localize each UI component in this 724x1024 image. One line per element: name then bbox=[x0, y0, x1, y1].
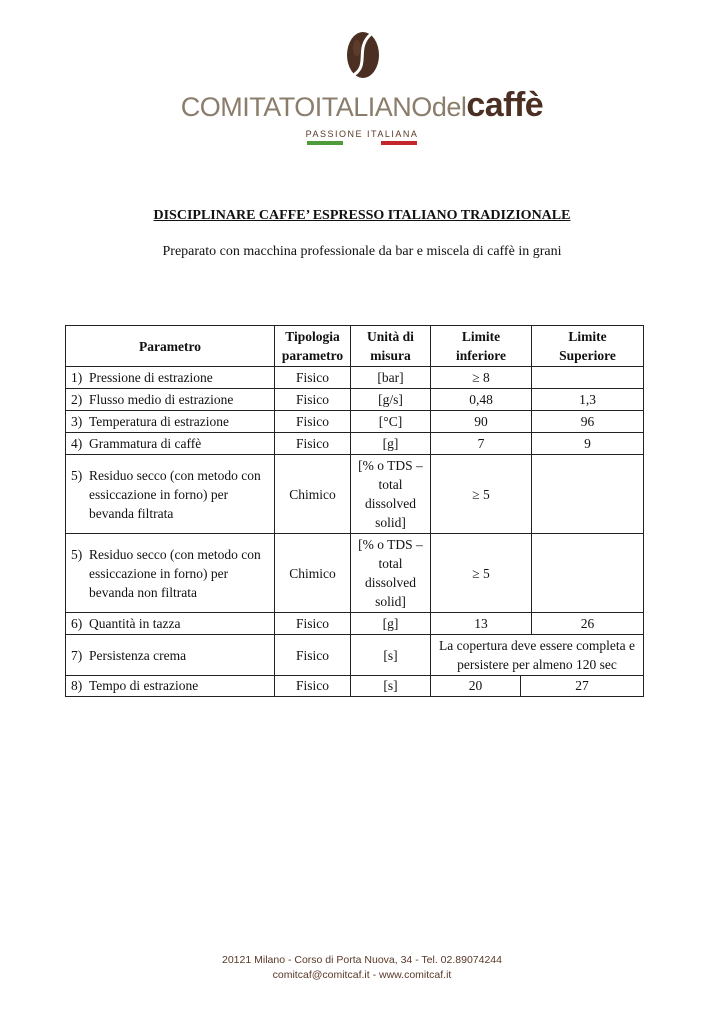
cell-unit: [s] bbox=[351, 635, 431, 676]
brand-name-caffe: caffè bbox=[466, 86, 544, 124]
cell-min: 90 bbox=[431, 411, 532, 433]
cell-max bbox=[532, 534, 644, 613]
cell-type: Fisico bbox=[275, 411, 351, 433]
footer-contacts: comitcaf@comitcaf.it - www.comitcaf.it bbox=[272, 969, 452, 981]
cell-parameter: 3) Temperatura di estrazione bbox=[66, 411, 275, 433]
cell-unit: [g/s] bbox=[351, 389, 431, 411]
table-row bbox=[66, 367, 644, 389]
header-limite-superiore: Limite Superiore bbox=[532, 326, 644, 367]
cell-unit: [g] bbox=[351, 433, 431, 455]
cell-min: 20 bbox=[431, 675, 521, 697]
cell-parameter: 6) Quantità in tazza bbox=[66, 613, 275, 635]
espresso-specification-table bbox=[65, 325, 644, 676]
cell-type: Fisico bbox=[275, 613, 351, 635]
cell-parameter: 1) Pressione di estrazione bbox=[66, 367, 275, 389]
brand-name-main: COMITATOITALIANO bbox=[180, 92, 432, 122]
cell-min: 13 bbox=[431, 613, 532, 635]
cell-type: Fisico bbox=[275, 389, 351, 411]
cell-type: Fisico bbox=[275, 367, 351, 389]
cell-type: Fisico bbox=[275, 433, 351, 455]
cell-parameter: 4) Grammatura di caffè bbox=[66, 433, 275, 455]
cell-max: 96 bbox=[532, 411, 644, 433]
espresso-specification-table-last-row bbox=[65, 675, 644, 697]
header-limite-inferiore: Limite inferiore bbox=[431, 326, 532, 367]
table-header-row bbox=[66, 326, 644, 367]
table-row bbox=[66, 613, 644, 635]
cell-unit: [% o TDS – total dissolved solid] bbox=[351, 534, 431, 613]
cell-type: Chimico bbox=[275, 534, 351, 613]
document-subtitle: Preparato con macchina professionale da bar e miscela di caffè in grani bbox=[162, 244, 562, 259]
cell-max: 9 bbox=[532, 433, 644, 455]
cell-max: 27 bbox=[521, 675, 644, 697]
table-row bbox=[66, 455, 644, 534]
header-tipologia: Tipologia parametro bbox=[275, 326, 351, 367]
cell-max: 26 bbox=[532, 613, 644, 635]
coffee-bean-logo-icon bbox=[343, 28, 383, 80]
cell-unit: [% o TDS – total dissolved solid] bbox=[351, 455, 431, 534]
cell-max: 1,3 bbox=[532, 389, 644, 411]
cell-type: Chimico bbox=[275, 455, 351, 534]
table-row bbox=[66, 675, 644, 697]
flag-stripe-green bbox=[307, 141, 343, 145]
cell-min: 0,48 bbox=[431, 389, 532, 411]
table-row bbox=[66, 433, 644, 455]
cell-parameter: 5) Residuo secco (con metodo con essiccazione in forno) per bevanda filtrata bbox=[66, 455, 275, 534]
cell-parameter: 5) Residuo secco (con metodo con essiccazione in forno) per bevanda non filtrata bbox=[66, 534, 275, 613]
header-unita: Unità di misura bbox=[351, 326, 431, 367]
cell-parameter: 8) Tempo di estrazione bbox=[66, 675, 275, 697]
cell-limits-merged: La copertura deve essere completa e persistere per almeno 120 sec bbox=[431, 635, 644, 676]
cell-parameter: 7) Persistenza crema bbox=[66, 635, 275, 676]
table-row bbox=[66, 635, 644, 676]
cell-min: ≥ 5 bbox=[431, 455, 532, 534]
brand-name-del: del bbox=[431, 92, 467, 122]
flag-stripe-red bbox=[381, 141, 417, 145]
footer-address: 20121 Milano - Corso di Porta Nuova, 34 - Tel. 02.89074244 bbox=[222, 954, 502, 966]
cell-max bbox=[532, 367, 644, 389]
table-row bbox=[66, 534, 644, 613]
table-row bbox=[66, 411, 644, 433]
cell-min: ≥ 8 bbox=[431, 367, 532, 389]
cell-min: ≥ 5 bbox=[431, 534, 532, 613]
cell-unit: [g] bbox=[351, 613, 431, 635]
cell-parameter: 2) Flusso medio di estrazione bbox=[66, 389, 275, 411]
cell-type: Fisico bbox=[275, 675, 351, 697]
page-footer bbox=[0, 953, 724, 983]
cell-unit: [bar] bbox=[351, 367, 431, 389]
cell-type: Fisico bbox=[275, 635, 351, 676]
cell-max bbox=[532, 455, 644, 534]
cell-unit: [°C] bbox=[351, 411, 431, 433]
cell-unit: [s] bbox=[351, 675, 431, 697]
brand-tagline: PASSIONE ITALIANA bbox=[305, 129, 419, 139]
table-row bbox=[66, 389, 644, 411]
brand-logo-text bbox=[0, 86, 724, 125]
document-title: DISCIPLINARE CAFFE’ ESPRESSO ITALIANO TRADIZIONALE bbox=[153, 208, 571, 223]
header-parametro: Parametro bbox=[66, 326, 275, 367]
cell-min: 7 bbox=[431, 433, 532, 455]
